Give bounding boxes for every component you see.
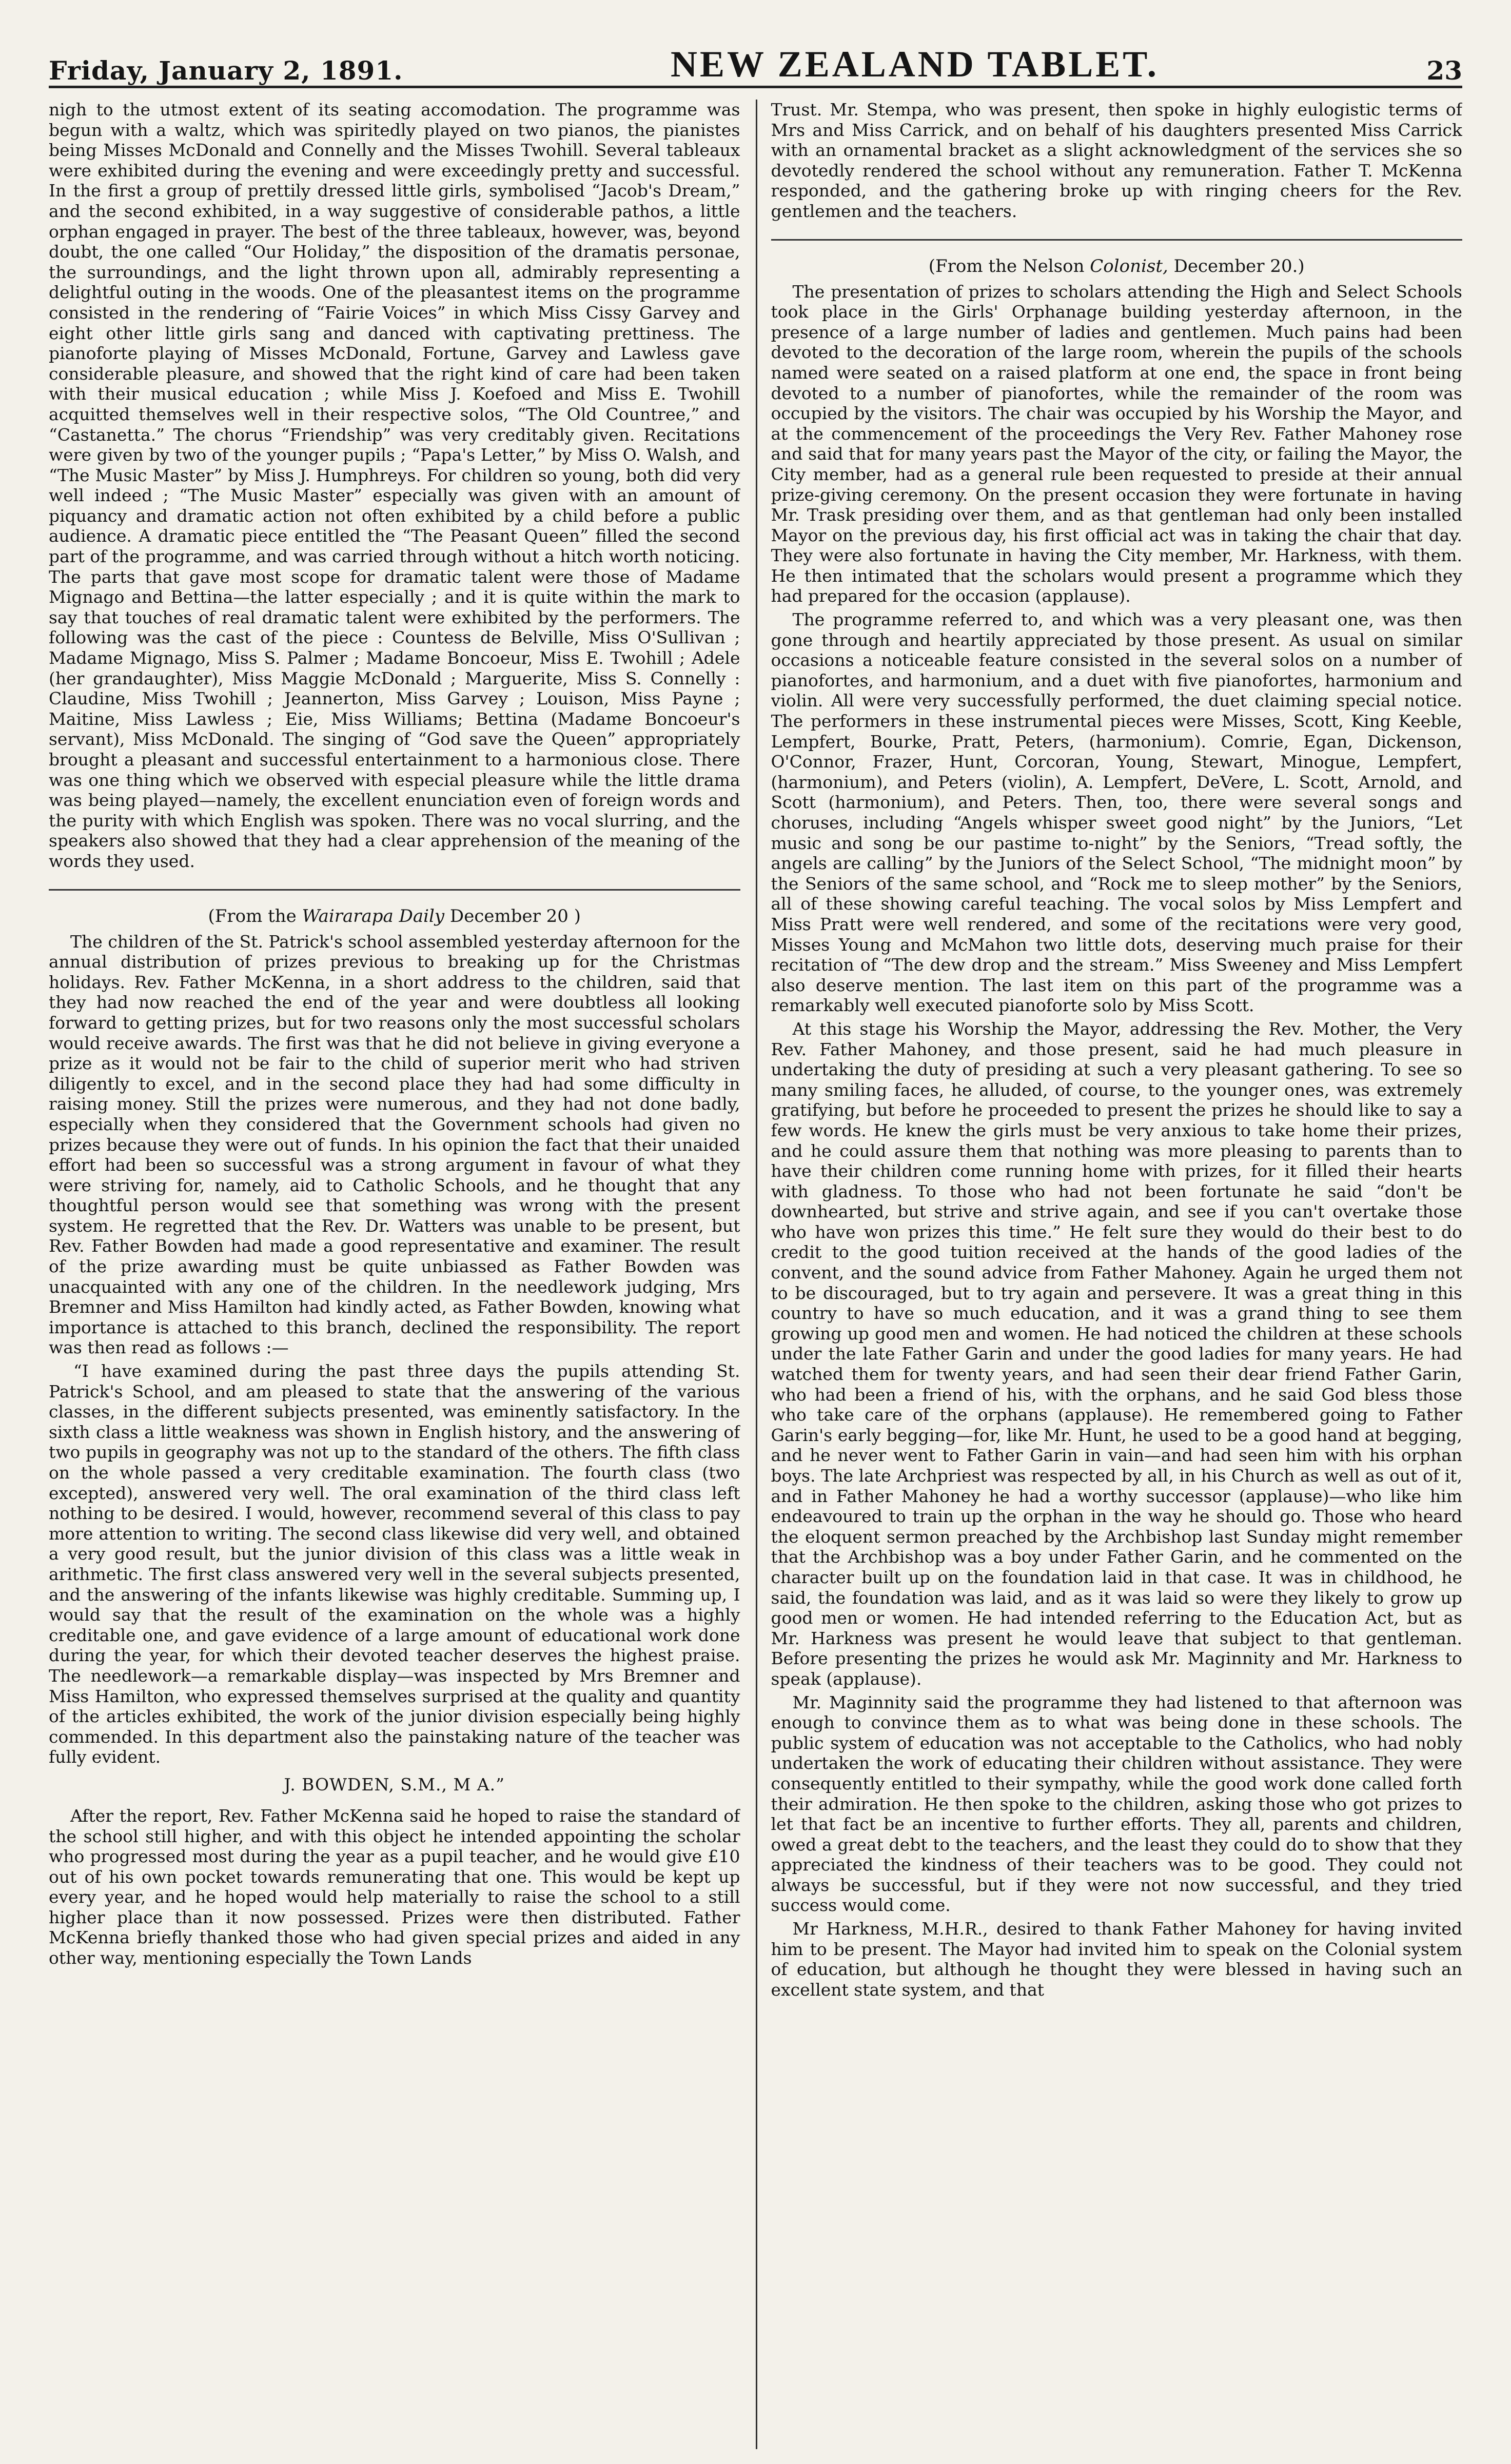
continued-paragraph: Trust. Mr. Stempa, who was present, then spoke in highly eulogistic terms of Mrs and Miss Carrick, and on behalf of his daughters presented Miss Carrick with an ornamental bracket as a slight acknowledgment of the services she so devotedly rendered the school without any remuneration. Father T. McKenna responded, and the gathering broke up with ringing cheers for the Rev. gentlemen and the teachers.: [771, 100, 1462, 221]
heading-prefix: (From the: [208, 905, 302, 927]
report-paragraph: “I have examined during the past three days the pupils attending St. Patrick's School, and am pleased to state that the answering of the various classes, in the different subjects presented, was eminently satisfactory. In the sixth class a little weakness was shown in English history, and the answering of two pupils in geography was not up to the standard of the others. The fifth class on the whole passed a very creditable examination. The fourth class (two excepted), answered very well. The oral examination of the third class left nothing to be desired. I would, however, recommend several of this class to pay more attention to writing. The second class likewise did very well, and obtained a very good result, but the junior division of this class was a little weak in arithmetic. The first class answered very well in the several subjects presented, and the answering of the infants likewise was highly creditable. Summing up, I would say that the result of the examination on the whole was a highly creditable one, and gave evidence of a large amount of educational work done during the year, for which their devoted teacher deserves the highest praise. The needlework—a remarkable display—was inspected by Mrs Bremner and Miss Hamilton, who expressed themselves surprised at the quality and quantity of the articles exhibited, the work of the junior division especially being highly commended. In this department also the painstaking nature of the teacher was fully evident.: [49, 1361, 740, 1767]
maginnity-paragraph: Mr. Maginnity said the programme they had listened to that afternoon was enough to convince them as to what was being done in these schools. The public system of education was not acceptable to the Catholics, who had nobly undertaken the work of educating their children without assistance. They were consequently entitled to their sympathy, while the good work done called forth their admiration. He then spoke to the children, asking those who got prizes to let that fact be an incentive to further efforts. They all, parents and children, owed a great debt to the teachers, and the least they could do to show that they appreciated the kindness of their teachers was to be good. They could not always be successful, but if they were not now successful, and they tried success would come.: [771, 1692, 1462, 1916]
article-columns: [49, 100, 1462, 2454]
left-column: [49, 100, 740, 2454]
newspaper-name: Colonist,: [1090, 255, 1168, 277]
heading-suffix: December 20 ): [444, 905, 581, 927]
prize-presentation-paragraph: The presentation of prizes to scholars attending the High and Select Schools took place in the Girls' Orphanage building yesterday afternoon, in the presence of a large number of ladies and gentlemen. Much pains had been devoted to the decoration of the large room, wherein the pupils of the schools named were seated on a raised platform at one end, the space in front being devoted to a number of pianofortes, while the remainder of the room was occupied by the visitors. The chair was occupied by his Worship the Mayor, and at the commencement of the proceedings the Very Rev. Father Mahoney rose and said that for many years past the Mayor of the city, or failing the Mayor, the City member, had as a general rule been requested to preside at their annual prize-giving ceremony. On the present occasion they were fortunate in having Mr. Trask presiding over them, and as that gentleman had only been installed Mayor on the previous day, his first official act was in taking the chair that day. They were also fortunate in having the City member, Mr. Harkness, with them. He then intimated that the scholars would present a programme which they had prepared for the occasion (applause).: [771, 281, 1462, 606]
report-signature: J. BOWDEN, S.M., M A.”: [284, 1774, 505, 1795]
closing-paragraph: After the report, Rev. Father McKenna said he hoped to raise the standard of the school still higher, and with this object he intended appointing the scholar who progressed most during the year as a pupil teacher, and he would give £10 out of his own pocket towards remunerating that one. This would be kept up every year, and he hoped would help materially to raise the school to a still higher place than it now possessed. Prizes were then distributed. Father McKenna briefly thanked those who had given special prizes and aided in any other way, mentioning especially the Town Lands: [49, 1805, 740, 1968]
masthead: [49, 44, 1462, 88]
newspaper-title: NEW ZEALAND TABLET.: [671, 44, 1159, 85]
nelson-colonist-heading: [771, 256, 1463, 277]
heading-prefix: (From the Nelson: [928, 255, 1090, 277]
newspaper-name: Wairarapa Daily: [302, 905, 445, 927]
issue-date: Friday, January 2, 1891.: [49, 55, 403, 86]
page-number: 23: [1426, 55, 1462, 86]
section-divider: [771, 239, 1463, 241]
right-column: [771, 100, 1463, 2454]
concert-report-paragraph: nigh to the utmost extent of its seating accomodation. The programme was begun with a waltz, which was spiritedly played on two pianos, the pianistes being Misses McDonald and Connelly and the Misses Twohill. Several tableaux were exhibited during the evening and were exceedingly pretty and successful. In the first a group of prettily dressed little girls, symbolised “Jacob's Dream,” and the second exhibited, in a way suggestive of considerable pathos, a little orphan engaged in prayer. The best of the three tableaux, however, was, beyond doubt, the one called “Our Holiday,” the disposition of the dramatis personae, the surroundings, and the light thrown upon all, admirably representing a delightful outing in the woods. One of the pleasantest items on the programme consisted in the rendering of “Fairie Voices” in which Miss Cissy Garvey and eight other little girls sang and danced with captivating prettiness. The pianoforte playing of Misses McDonald, Fortune, Garvey and Lawless gave considerable pleasure, and showed that the right kind of care had been taken with their musical education ; while Miss J. Koefoed and Miss E. Twohill acquitted themselves well in their respective solos, “The Old Countree,” and “Castanetta.” The chorus “Friendship” was very creditably given. Recitations were given by two of the younger pupils ; “Papa's Letter,” by Miss O. Walsh, and “The Music Master” by Miss J. Humphreys. For children so young, both did very well indeed ; “The Music Master” especially was given with an amount of piquancy and dramatic action not often exhibited by a child before a public audience. A dramatic piece entitled the “The Peasant Queen” filled the second part of the programme, and was carried through without a hitch worth noticing. The parts that gave most scope for dramatic talent were those of Madame Mignago and Bettina—the latter especially ; and it is quite within the mark to say that touches of real dramatic talent were exhibited by the performers. The following was the cast of the piece : Countess de Belville, Miss O'Sullivan ; Madame Mignago, Miss S. Palmer ; Madame Boncoeur, Miss E. Twohill ; Adele (her grandaughter), Miss Maggie McDonald ; Marguerite, Miss S. Connelly : Claudine, Miss Twohill ; Jeannerton, Miss Garvey ; Louison, Miss Payne ; Maitine, Miss Lawless ; Eie, Miss Williams; Bettina (Madame Boncoeur's servant), Miss McDonald. The singing of “God save the Queen” appropriately brought a pleasant and successful entertainment to a harmonious close. There was one thing which we observed with especial pleasure while the little drama was being played—namely, the excellent enunciation even of foreign words and the purity with which English was spoken. There was no vocal slurring, and the speakers also showed that they had a clear apprehension of the meaning of the words they used.: [49, 100, 740, 871]
heading-suffix: December 20.): [1168, 255, 1305, 277]
programme-paragraph: The programme referred to, and which was a very pleasant one, was then gone through and heartily appreciated by those present. As usual on similar occasions a noticeable feature consisted in the several solos on a number of pianofortes, and harmonium, and a duet with five pianofortes, harmonium and violin. All were very successfully performed, the duet claiming special notice. The performers in these instrumental pieces were Misses, Scott, King Keeble, Lempfert, Bourke, Pratt, Peters, (harmonium). Comrie, Egan, Dickenson, O'Connor, Frazer, Hunt, Corcoran, Young, Stewart, Minogue, Lempfert, (harmonium), and Peters (violin), A. Lempfert, DeVere, L. Scott, Arnold, and Scott (harmonium), and Peters. Then, too, there were several songs and choruses, including “Angels whisper sweet good night” by the Juniors, “Let music and song be our pastime to-night” by the Seniors, “Tread softly, the angels are calling” by the Juniors of the Select School, “The midnight moon” by the Seniors of the same school, and “Rock me to sleep mother” by the Seniors, all of these showing careful teaching. The vocal solos by Miss Lempfert and Miss Pratt were well rendered, and some of the recitations were very good, Misses Young and McMahon two little dots, deserving much praise for their recitation of “The dew drop and the stream.” Miss Sweeney and Miss Lempfert also deserve mention. The last item on this part of the programme was a remarkably well executed pianoforte solo by Miss Scott.: [771, 609, 1462, 1016]
section-divider: [49, 889, 740, 891]
prize-distribution-paragraph: The children of the St. Patrick's school assembled yesterday afternoon for the annual distribution of prizes previous to breaking up for the Christmas holidays. Rev. Father McKenna, in a short address to the children, said that they had now reached the end of the year and were doubtless all looking forward to getting prizes, but for two reasons only the most successful scholars would receive awards. The first was that he did not believe in giving everyone a prize as it would not be fair to the child of superior merit who had striven diligently to excel, and in the second place they had had some difficulty in raising money. Still the prizes were numerous, and they had not done badly, especially when they considered that the Government schools had given no prizes because they were out of funds. In his opinion the fact that their unaided effort had been so successful was a strong argument in favour of what they were striving for, namely, aid to Catholic Schools, and he thought that any thoughtful person would see that something was wrong with the present system. He regretted that the Rev. Dr. Watters was unable to be present, but Rev. Father Bowden had made a good representative and examiner. The result of the prize awarding must be quite unbiassed as Father Bowden was unacquainted with any one of the children. In the needlework judging, Mrs Bremner and Miss Hamilton had kindly acted, as Father Bowden, knowing what importance is attached to this branch, declined the responsibility. The report was then read as follows :—: [49, 931, 740, 1358]
harkness-paragraph: Mr Harkness, M.H.R., desired to thank Father Mahoney for having invited him to be present. The Mayor had invited him to speak on the Colonial system of education, but although he thought they were blessed in having such an excellent state system, and that: [771, 1919, 1462, 2000]
wairarapa-daily-heading: [49, 906, 740, 927]
mayor-address-paragraph: At this stage his Worship the Mayor, addressing the Rev. Mother, the Very Rev. Father Mahoney, and those present, said he had much pleasure in undertaking the duty of presiding at such a very pleasant gathering. To see so many smiling faces, he alluded, of course, to the younger ones, was extremely gratifying, but before he proceeded to present the prizes he should like to say a few words. He knew the girls must be very anxious to take home their prizes, and he could assure them that nothing was more pleasing to parents than to have their children come running home with prizes, for it filled their hearts with gladness. To those who had not been fortunate he said “don't be downhearted, but strive and strive again, and see if you can't overtake those who have won prizes this time.” He felt sure they would do their best to do credit to the good tuition received at the hands of the good ladies of the convent, and the sound advice from Father Mahoney. Again he urged them not to be discouraged, but to try again and persevere. It was a great thing in this country to have so much education, and it was a grand thing to see them growing up good men and women. He had noticed the children at these schools under the late Father Garin and under the good ladies for many years. He had watched them for twenty years, and had seen their dear friend Father Garin, who had been a friend of his, with the orphans, and he said God bless those who take care of the orphans (applause). He remembered going to Father Garin's early begging—for, like Mr. Hunt, he used to be a good hand at begging, and he never went to Father Garin in vain—and had seen him with his orphan boys. The late Archpriest was respected by all, in his Church as well as out of it, and in Father Mahoney he had a worthy successor (applause)—who like him endeavoured to train up the orphan in the way he should go. Those who heard the eloquent sermon preached by the Archbishop last Sunday might remember that the Archbishop was a boy under Father Garin, and he commented on the character built up on the foundation laid in that case. It was in childhood, he said, the foundation was laid, and as it was laid so were they likely to grow up good men or women. He had intended referring to the Education Act, but as Mr. Harkness was present he would leave that subject to that gentleman. Before presenting the prizes he would ask Mr. Maginnity and Mr. Harkness to speak (applause).: [771, 1018, 1462, 1689]
examiner-report-quote: [49, 1361, 740, 1767]
